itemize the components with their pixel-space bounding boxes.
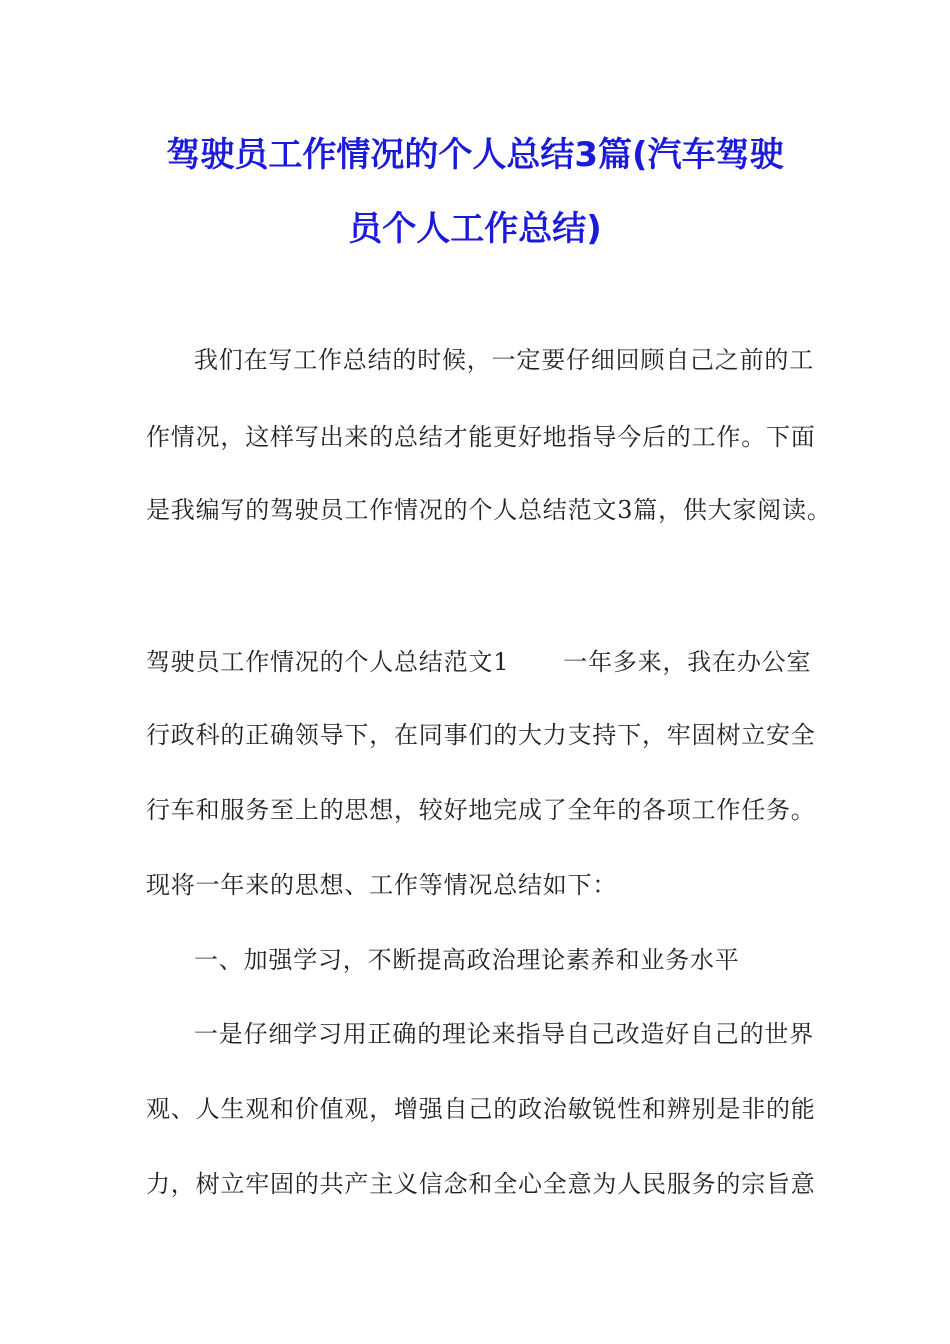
intro-line-3: 是我编写的驾驶员工作情况的个人总结范文3篇，供大家阅读。 — [146, 496, 832, 524]
document-title-line-2: 员个人工作总结) — [348, 209, 602, 249]
intro-line-2: 作情况，这样写出来的总结才能更好地指导今后的工作。下面 — [146, 423, 816, 451]
section-1-para-line-1: 一是仔细学习用正确的理论来指导自己改造好自己的世界 — [194, 1020, 814, 1048]
section-1-subheading: 一、加强学习，不断提高政治理论素养和业务水平 — [194, 946, 740, 974]
section-1-first-line — [146, 650, 816, 674]
section-1-first-line-text: 一年多来，我在办公室 — [563, 648, 812, 676]
section-1-line-2: 行政科的正确领导下，在同事们的大力支持下，牢固树立安全 — [146, 721, 816, 749]
section-1-heading: 驾驶员工作情况的个人总结范文1 — [146, 648, 510, 676]
section-1-para-line-2: 观、人生观和价值观，增强自己的政治敏锐性和辨别是非的能 — [146, 1095, 816, 1123]
document-title-line-1: 驾驶员工作情况的个人总结3篇(汽车驾驶 — [166, 135, 784, 175]
section-1-line-3: 行车和服务至上的思想，较好地完成了全年的各项工作任务。 — [146, 796, 816, 824]
section-1-line-4: 现将一年来的思想、工作等情况总结如下： — [146, 871, 618, 899]
intro-line-1: 我们在写工作总结的时候，一定要仔细回顾自己之前的工 — [194, 346, 814, 374]
section-1-para-line-3: 力，树立牢固的共产主义信念和全心全意为人民服务的宗旨意 — [146, 1170, 816, 1198]
